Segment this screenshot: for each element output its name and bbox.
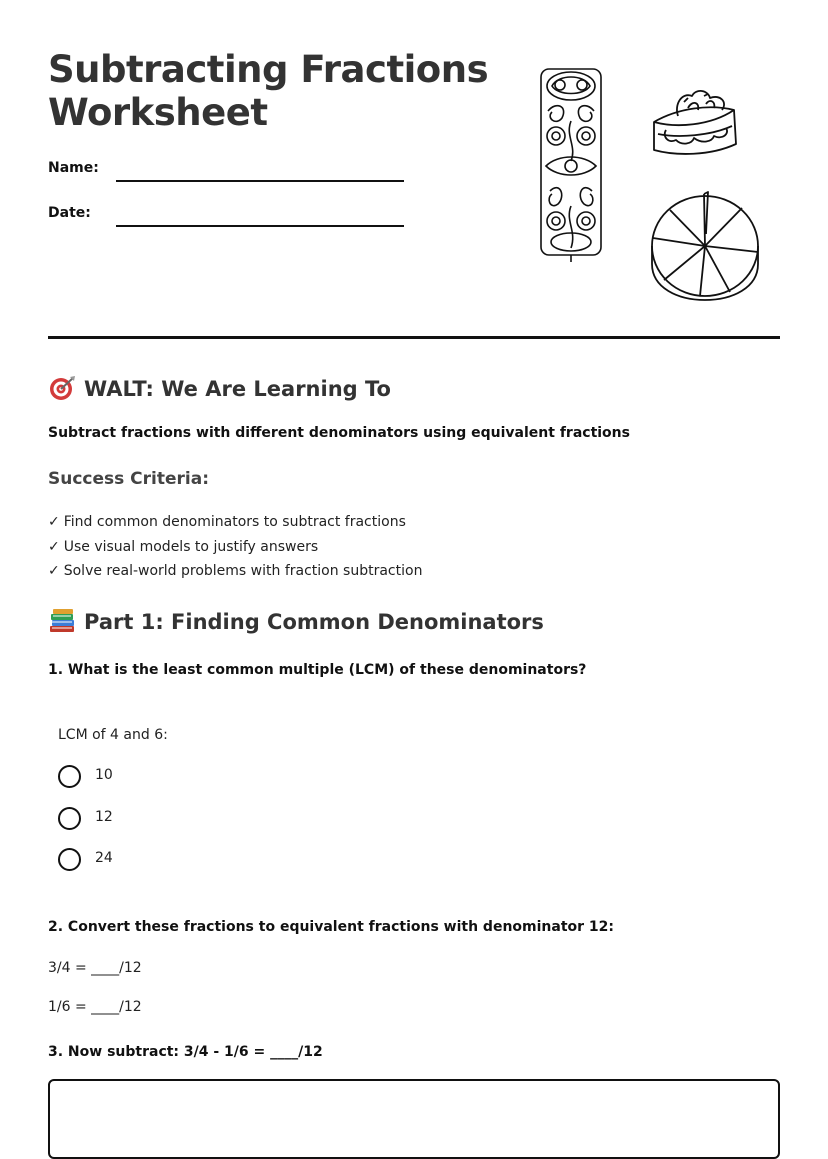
cake-slice-icon [648, 86, 742, 158]
maori-carved-pou-icon [538, 66, 604, 264]
walt-text: Subtract fractions with different denominators using equivalent fractions [48, 425, 630, 441]
criteria-item: ✓ Solve real-world problems with fraction subtraction [48, 563, 423, 579]
criteria-item: ✓ Find common denominators to subtract fractions [48, 514, 406, 530]
part1-heading-text: Part 1: Finding Common Denominators [84, 610, 544, 634]
books-icon [48, 608, 76, 634]
name-line[interactable] [116, 180, 404, 182]
walt-heading [48, 375, 391, 401]
date-label: Date: [48, 205, 91, 221]
name-label: Name: [48, 160, 99, 176]
radio-button[interactable] [58, 848, 81, 871]
title-line-2: Worksheet [48, 91, 268, 134]
success-criteria-heading: Success Criteria: [48, 469, 210, 489]
q2-line-2: 1/6 = ____/12 [48, 999, 142, 1015]
check-icon: ✓ [48, 563, 60, 579]
question-2: 2. Convert these fractions to equivalent fractions with denominator 12: [48, 919, 614, 935]
radio-button[interactable] [58, 807, 81, 830]
answer-box[interactable] [48, 1079, 780, 1159]
fraction-pie-icon [648, 190, 762, 304]
header-divider [48, 336, 780, 339]
option-label: 24 [95, 850, 113, 866]
title-line-1: Subtracting Fractions [48, 48, 489, 91]
target-icon [48, 375, 76, 401]
question-3: 3. Now subtract: 3/4 - 1/6 = ____/12 [48, 1044, 323, 1060]
radio-button[interactable] [58, 765, 81, 788]
page-title [48, 48, 518, 134]
question-1: 1. What is the least common multiple (LCM) of these denominators? [48, 662, 587, 678]
q1-prompt: LCM of 4 and 6: [58, 727, 168, 743]
walt-heading-text: WALT: We Are Learning To [84, 377, 391, 401]
check-icon: ✓ [48, 538, 60, 555]
criteria-item: ✓ Use visual models to justify answers [48, 538, 319, 555]
option-label: 12 [95, 809, 113, 825]
part1-heading [48, 608, 544, 634]
option-label: 10 [95, 767, 113, 783]
success-criteria-list [48, 512, 422, 586]
q2-line-1: 3/4 = ____/12 [48, 960, 142, 976]
check-icon: ✓ [48, 514, 60, 530]
date-line[interactable] [116, 225, 404, 227]
